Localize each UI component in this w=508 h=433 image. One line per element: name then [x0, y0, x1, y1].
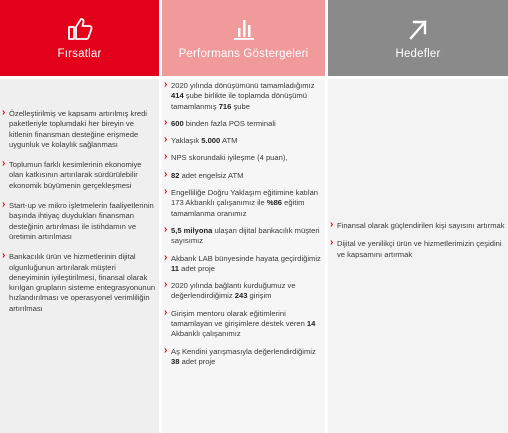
performance-list [162, 81, 325, 374]
column-opportunities [0, 0, 159, 313]
list-item: › Bankacılık ürün ve hizmetlerinin dijital olgunluğunun artırılarak müşteri deneyiminin iyileştirilmesi, finansal olarak kırılgan grupların sisteme entegrasyonunun hızlandırılması ve operasyonel verimliliğin artırılması [0, 252, 159, 314]
column-header-opportunities [0, 0, 159, 76]
list-item: › Finansal olarak güçlendirilen kişi sayısını artırmak [328, 221, 508, 231]
thumbs-up-icon [66, 17, 94, 41]
arrow-up-right-icon [404, 17, 432, 41]
list-item: › Engelliliğe Doğru Yaklaşım eğitimine katılan 173 Akbanklı çalışanımız ile %86 eğitim tamamlanma oranımız [162, 188, 325, 219]
column-body [162, 79, 325, 433]
opportunities-list [0, 109, 159, 324]
list-item: › 2020 yılında bağlantı kurduğumuz ve değerlendirdiğimiz 243 girişim [162, 281, 325, 302]
column-header-performance [162, 0, 325, 76]
column-body [0, 79, 159, 433]
list-item: › Start-up ve mikro işletmelerin faaliyetlerinin başında ihtiyaç duydukları finansman desteğinin artırılması ile istihdamın ve üretimin artırılması [0, 201, 159, 242]
column-title: Hedefler [395, 47, 441, 60]
list-item: › 5,5 milyona ulaşan dijital bankacılık müşteri sayısımız [162, 226, 325, 247]
list-item: › Özelleştirilmiş ve kapsamı artırılmış kredi paketleriyle toplumdaki her bireyin ve kitlenin finansman desteğine erişmede uygunluk ve kolaylık sağlanması [0, 109, 159, 150]
column-title: Performans Göstergeleri [178, 47, 309, 60]
column-performance-indicators [162, 0, 325, 366]
list-item: › 600 binden fazla POS terminali [162, 119, 325, 129]
column-targets [328, 0, 508, 259]
list-item: › Yaklaşık 5.000 ATM [162, 136, 325, 146]
list-item: › 82 adet engelsiz ATM [162, 171, 325, 181]
list-item: › Toplumun farklı kesimlerinin ekonomiye olan katkısının artırılarak sürdürülebilir ekonomik büyümenin gerçekleşmesi [0, 160, 159, 191]
list-item: › Dijital ve yenilikçi ürün ve hizmetlerimizin çeşidini ve kapsamını artırmak [328, 239, 508, 260]
targets-list [328, 221, 508, 268]
column-title: Fırsatlar [57, 47, 102, 60]
list-item: › Aş Kendini yarışmasıyla değerlendirdiğimiz 38 adet proje [162, 347, 325, 368]
bar-chart-icon [230, 17, 258, 41]
column-header-targets [328, 0, 508, 76]
list-item: › Akbank LAB bünyesinde hayata geçirdiğimiz 11 adet proje [162, 254, 325, 275]
list-item: › Girişim mentoru olarak eğitimlerini tamamlayan ve girişimlere destek veren 14 Akbanklı çalışanımız [162, 309, 325, 340]
list-item: › 2020 yılında dönüşümünü tamamladığımız 414 şube birlikte ile toplamda dönüşümü tamamlanmış 716 şube [162, 81, 325, 112]
column-body [328, 79, 508, 433]
list-item: › NPS skorundaki iyileşme (4 puan), [162, 153, 325, 163]
